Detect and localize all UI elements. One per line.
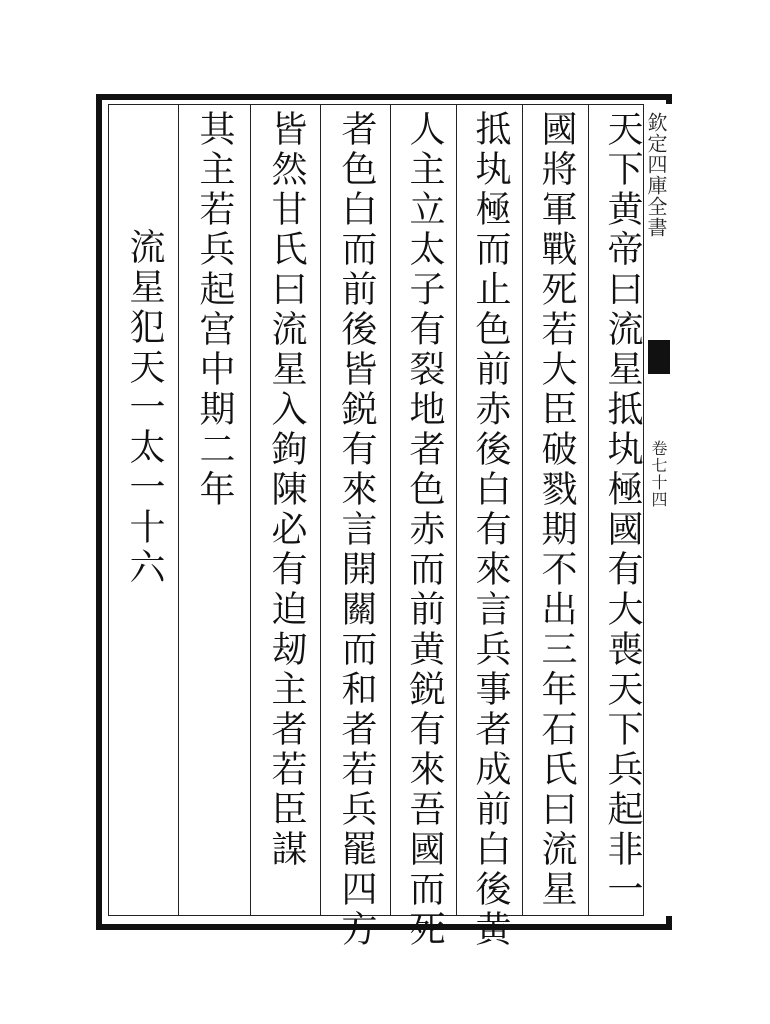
text-segment: 者色白而前後皆鋭有來言開關而和者若兵罷四方 xyxy=(336,110,377,950)
column-rule xyxy=(588,104,589,916)
text-column-1 xyxy=(596,110,648,910)
text-column-8-heading xyxy=(118,228,170,588)
text-segment: 流星犯天一太一十六 xyxy=(124,228,165,588)
column-rule xyxy=(522,104,523,916)
text-column-5 xyxy=(330,110,382,950)
column-rule xyxy=(320,104,321,916)
text-segment: 國將軍戰死若大臣破戮期不出三年 xyxy=(536,110,577,710)
text-segment: 甘氏曰流星入鉤陳必有迫刼主者若臣謀 xyxy=(266,190,307,870)
text-column-6 xyxy=(260,110,312,870)
text-column-3 xyxy=(464,110,516,950)
juan-number: 卷七十四 xyxy=(649,440,668,508)
text-segment: 天下 xyxy=(602,110,643,190)
column-rule xyxy=(390,104,391,916)
text-column-4 xyxy=(398,110,450,950)
book-title: 欽定四庫全書 xyxy=(644,112,668,238)
text-segment: 人主立太子有裂地者色赤而前黄鋭有來吾國而死 xyxy=(404,110,445,950)
text-segment: 皆然 xyxy=(266,110,307,190)
text-segment: 抵𡉕極而止色前赤後白有來言兵事者成前白後黄 xyxy=(470,110,511,950)
text-segment: 黄帝曰流星抵𡉕極國有大喪天下兵起非一 xyxy=(602,190,643,910)
text-segment: 其主若兵起宫中期二年 xyxy=(194,110,235,510)
text-column-7 xyxy=(188,110,240,510)
column-rule xyxy=(178,104,179,916)
column-rule xyxy=(456,104,457,916)
column-rule xyxy=(250,104,251,916)
text-column-2 xyxy=(530,110,582,910)
text-segment: 石氏曰流星 xyxy=(536,710,577,910)
fish-tail-mark xyxy=(648,340,670,374)
